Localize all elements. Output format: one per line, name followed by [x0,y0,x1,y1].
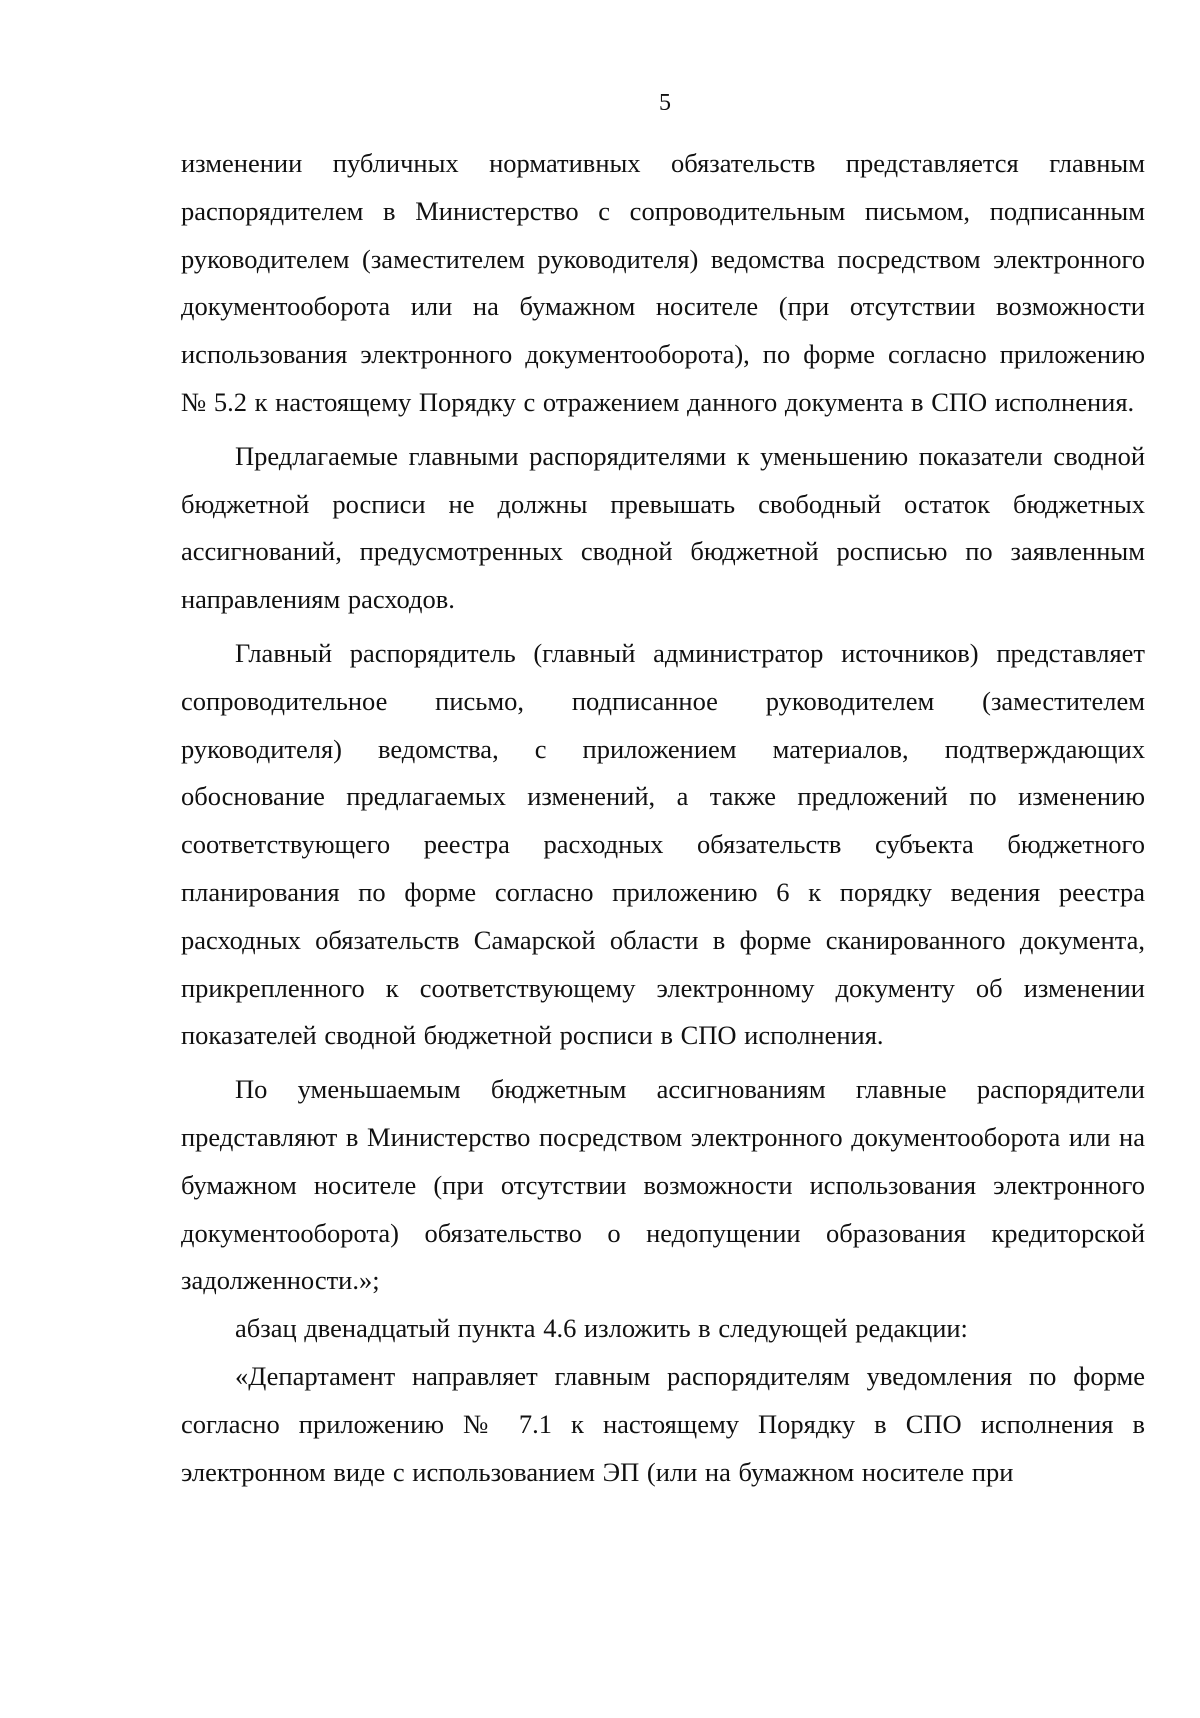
page-number: 5 [659,90,671,116]
paragraph: По уменьшаемым бюджетным ассигнованиям главные распорядители представляют в Министерство посредством электронного документооборота или на бумажном носителе (при отсутствии возможности использования электронного документооборота) обязательство о недопущении образования кредиторской задолженности.»; [181,1074,1145,1296]
document-body [181,140,1145,1496]
paragraph-continuation: изменении публичных нормативных обязательств представляется главным распорядителем в Министерство с сопроводительным письмом, подписанным руководителем (заместителем руководителя) ведомства посредством электронного документооборота или на бумажном носителе (при отсутствии возможности использования электронного документооборота), по форме согласно приложению № 5.2 к настоящему Порядку с отражением данного документа в СПО исполнения. [181,148,1145,417]
paragraph: Главный распорядитель (главный администратор источников) представляет сопроводительное письмо, подписанное руководителем (заместителем руководителя) ведомства, с приложением материалов, подтверждающих обоснование предлагаемых изменений, а также предложений по изменению соответствующего реестра расходных обязательств субъекта бюджетного планирования по форме согласно приложению 6 к порядку ведения реестра расходных обязательств Самарской области в форме сканированного документа, прикрепленного к соответствующему электронному документу об изменении показателей сводной бюджетной росписи в СПО исполнения. [181,637,1145,1051]
paragraph: абзац двенадцатый пункта 4.6 изложить в следующей редакции: [235,1313,968,1344]
paragraph: «Департамент направляет главным распорядителям уведомления по форме согласно приложению № 7.1 к настоящему Порядку в СПО исполнения в электронном виде с использованием ЭП (или на бумажном носителе при [181,1360,1145,1487]
paragraph: Предлагаемые главными распорядителями к уменьшению показатели сводной бюджетной росписи не должны превышать свободный остаток бюджетных ассигнований, предусмотренных сводной бюджетной росписью по заявленным направлениям расходов. [181,440,1145,615]
